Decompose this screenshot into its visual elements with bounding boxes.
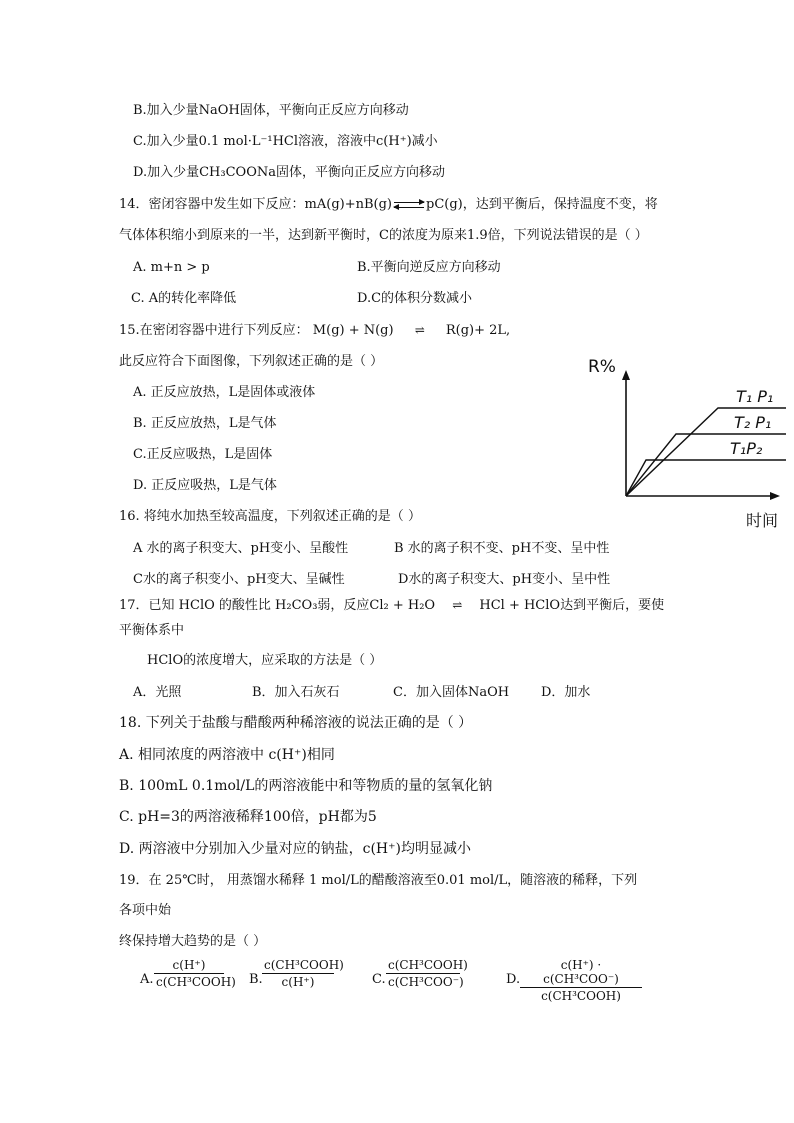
q19-option-b-denominator: c(H⁺): [281, 975, 315, 989]
q13-option-d: D.加入少量CH₃COONa固体，平衡向正反应方向移动: [133, 165, 445, 180]
q13-option-c: C.加入少量0.1 mol·L⁻¹HCl溶液，溶液中c(H⁺)减小: [133, 134, 438, 149]
y-axis-arrow-icon: [622, 370, 630, 380]
reversible-arrow-icon: ⇌: [452, 598, 463, 612]
q14-stem: [119, 195, 658, 215]
q19-option-b-numerator: c(CH³COOH): [264, 958, 344, 972]
q19-option-d-denominator: c(CH³COOH): [541, 989, 621, 1003]
q19-option-a-denominator: c(CH³COOH): [156, 975, 236, 989]
q19-option-d-label: D.: [506, 972, 521, 987]
q15-option-a: A. 正反应放热，L是固体或液体: [133, 385, 316, 400]
label-t1-p1: T₁ P₁: [736, 387, 774, 406]
reversible-arrow-icon: ⇌: [414, 323, 425, 337]
q17-option-c: C．加入固体NaOH: [393, 685, 510, 700]
q19-stem-line3: 终保持增大趋势的是（ ）: [119, 934, 267, 949]
q19-option-d-fraction: [520, 958, 642, 1003]
q14-stem-part2: pC(g)，达到平衡后，保持温度不变，将: [426, 197, 658, 212]
q17-stem-part2: HCl + HClO达到平衡后，要使: [479, 598, 665, 613]
q16-option-b: B 水的离子积不变、pH不变、呈中性: [394, 541, 610, 556]
q19-stem-line2: 各项中始: [119, 903, 172, 918]
q16-option-a: A 水的离子积变大、pH变小、呈酸性: [133, 541, 349, 556]
q14-option-c: C. A的转化率降低: [131, 291, 237, 306]
q17-stem-part1: 17．已知 HClO 的酸性比 H₂CO₃弱，反应Cl₂ + H₂O: [119, 598, 436, 613]
q18-stem: 18. 下列关于盐酸与醋酸两种稀溶液的说法正确的是（ ）: [119, 715, 473, 731]
q15-stem-part1: 15.在密闭容器中进行下列反应： M(g) + N(g): [119, 323, 394, 338]
x-axis-label: 时间: [746, 511, 779, 530]
q14-stem-line2: 气体体积缩小到原来的一半，达到新平衡时，C的浓度为原来1.9倍，下列说法错误的是（ ）: [119, 228, 648, 243]
q17-stem-line3: HClO的浓度增大，应采取的方法是（ ）: [147, 653, 383, 668]
q15-stem: [119, 320, 510, 341]
q19-option-c-numerator: c(CH³COOH): [388, 958, 468, 972]
q19-option-b-label: B.: [249, 972, 263, 987]
q19-option-c-denominator: c(CH³COO⁻): [388, 975, 464, 989]
q15-option-b: B. 正反应放热，L是气体: [133, 416, 277, 431]
q17-option-a: A．光照: [133, 685, 182, 700]
q16-stem: 16. 将纯水加热至较高温度，下列叙述正确的是（ ）: [119, 509, 421, 524]
q18-option-a: A. 相同浓度的两溶液中 c(H⁺)相同: [119, 747, 335, 763]
r-percent-time-graph: [584, 352, 794, 532]
q19-stem: 19．在 25℃时， 用蒸馏水稀释 1 mol/L的醋酸溶液至0.01 mol/L，随溶液的稀释，下列: [119, 873, 638, 888]
q14-option-a: A. m+n > p: [133, 260, 210, 275]
equilibrium-arrow-icon: [392, 200, 426, 210]
q18-option-d: D. 两溶液中分别加入少量对应的钠盐，c(H⁺)均明显减小: [119, 841, 471, 857]
q17-stem: [119, 595, 664, 616]
q17-stem-line2: 平衡体系中: [119, 623, 185, 638]
q14-stem-part1: 14．密闭容器中发生如下反应：mA(g)+nB(g): [119, 197, 393, 212]
q15-option-d: D. 正反应吸热，L是气体: [133, 478, 277, 493]
y-axis-label: R%: [588, 357, 616, 377]
q14-option-d: D.C的体积分数减小: [357, 291, 473, 306]
q19-option-d-numerator: c(H⁺) · c(CH³COO⁻): [543, 958, 619, 986]
q19-option-a-label: A.: [140, 972, 154, 987]
q17-option-d: D．加水: [541, 685, 591, 700]
q18-option-c: C. pH=3的两溶液稀释100倍，pH都为5: [119, 809, 377, 825]
q18-option-b: B. 100mL 0.1mol/L的两溶液能中和等物质的量的氢氧化钠: [119, 778, 493, 794]
label-t1-p2: T₁P₂: [730, 439, 763, 458]
q19-option-c-label: C.: [372, 972, 386, 987]
q15-stem-part2: R(g)+ 2L,: [445, 323, 511, 338]
label-t2-p1: T₂ P₁: [734, 413, 772, 432]
q19-option-a-numerator: c(H⁺): [172, 958, 206, 972]
q15-option-c: C.正反应吸热，L是固体: [133, 447, 273, 462]
q15-stem-line2: 此反应符合下面图像，下列叙述正确的是（ ）: [119, 354, 384, 369]
q19-option-c-fraction: [386, 958, 468, 989]
q17-option-b: B．加入石灰石: [252, 685, 340, 700]
q13-option-b: B.加入少量NaOH固体，平衡向正反应方向移动: [133, 103, 409, 118]
x-axis-arrow-icon: [770, 492, 780, 500]
q16-option-c: C水的离子积变小、pH变大、呈碱性: [133, 572, 345, 587]
q19-option-b-fraction: [262, 958, 344, 989]
q14-option-b: B.平衡向逆反应方向移动: [357, 260, 501, 275]
q16-option-d: D水的离子积变大、pH变小、呈中性: [398, 572, 611, 587]
q19-option-a-fraction: [154, 958, 236, 989]
